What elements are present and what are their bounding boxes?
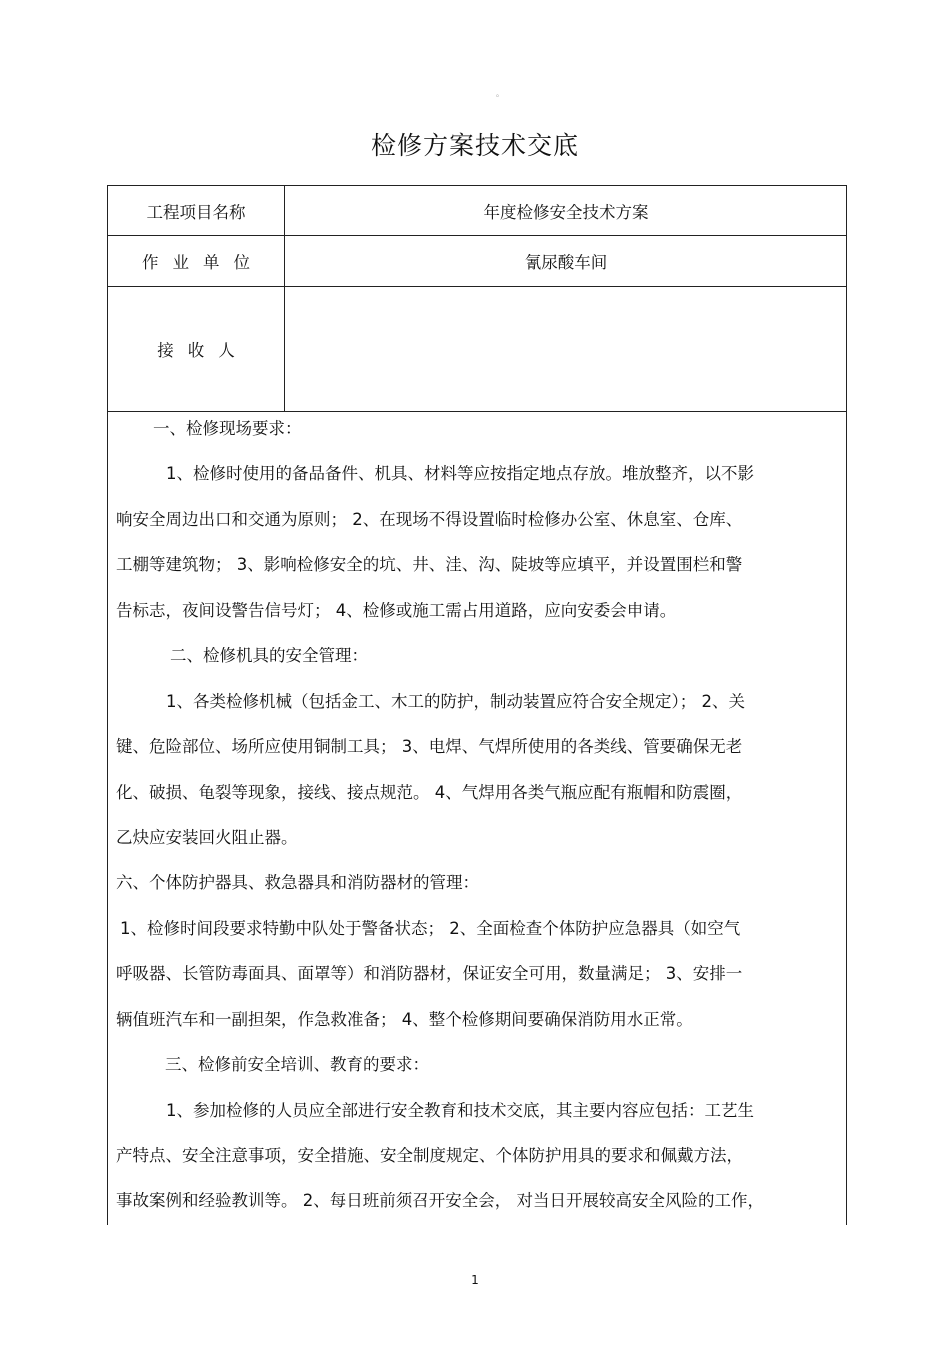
receiver-signature-field [285, 287, 847, 411]
content-line: 告标志，夜间设警告信号灯； 4、检修或施工需占用道路，应向安委会申请。 [116, 601, 677, 620]
section-heading: 一、检修现场要求： [153, 419, 302, 438]
content-line: 事故案例和经验教训等。 2、每日班前须召开安全会， 对当日开展较高安全风险的工作， [116, 1191, 764, 1210]
content-line: 键、危险部位、场所应使用铜制工具； 3、电焊、气焊所使用的各类线、管要确保无老 [116, 737, 743, 756]
section-heading: 三、检修前安全培训、教育的要求： [165, 1055, 429, 1074]
content-line: 化、破损、龟裂等现象，接线、接点规范。 4、气焊用各类气瓶应配有瓶帽和防震圈， [116, 783, 743, 802]
work-unit-value: 氰尿酸车间 [524, 253, 608, 272]
table-row-divider [108, 411, 846, 412]
content-line: 1、检修时间段要求特勤中队处于警备状态； 2、全面检查个体防护应急器具（如空气 [120, 919, 741, 938]
work-unit-label: 作业单位 [142, 253, 264, 272]
page-title: 检修方案技术交底 [370, 131, 579, 160]
project-name-label: 工程项目名称 [146, 202, 246, 222]
content-line: 1、检修时使用的备品备件、机具、材料等应按指定地点存放。堆放整齐，以不影 [166, 464, 754, 483]
page-number: 1 [471, 1273, 479, 1287]
section-heading: 二、检修机具的安全管理： [170, 646, 368, 665]
content-line: 乙炔应安装回火阻止器。 [116, 828, 298, 847]
content-line: 产特点、安全注意事项，安全措施、安全制度规定、个体防护用具的要求和佩戴方法， [116, 1146, 743, 1165]
section-heading: 六、个体防护器具、救急器具和消防器材的管理： [116, 873, 479, 892]
receiver-label: 接收人 [157, 341, 249, 360]
content-line: 辆值班汽车和一副担架，作急救准备； 4、整个检修期间要确保消防用水正常。 [116, 1010, 693, 1029]
content-line: 响安全周边出口和交通为原则； 2、在现场不得设置临时检修办公室、休息室、仓库、 [116, 510, 743, 529]
content-line: 1、各类检修机械（包括金工、木工的防护，制动装置应符合安全规定）； 2、关 [166, 692, 745, 711]
content-line: 工棚等建筑物； 3、影响检修安全的坑、井、洼、沟、陡坡等应填平，并设置围栏和警 [116, 555, 743, 574]
content-line: 呼吸器、长管防毒面具、面罩等）和消防器材，保证安全可用，数量满足； 3、安排一 [116, 964, 743, 983]
disclosure-table [107, 185, 847, 1225]
content-line: 1、参加检修的人员应全部进行安全教育和技术交底，其主要内容应包括：工艺生 [166, 1101, 754, 1120]
project-name-value: 年度检修安全技术方案 [483, 202, 649, 222]
top-mark: 。 [496, 89, 504, 98]
